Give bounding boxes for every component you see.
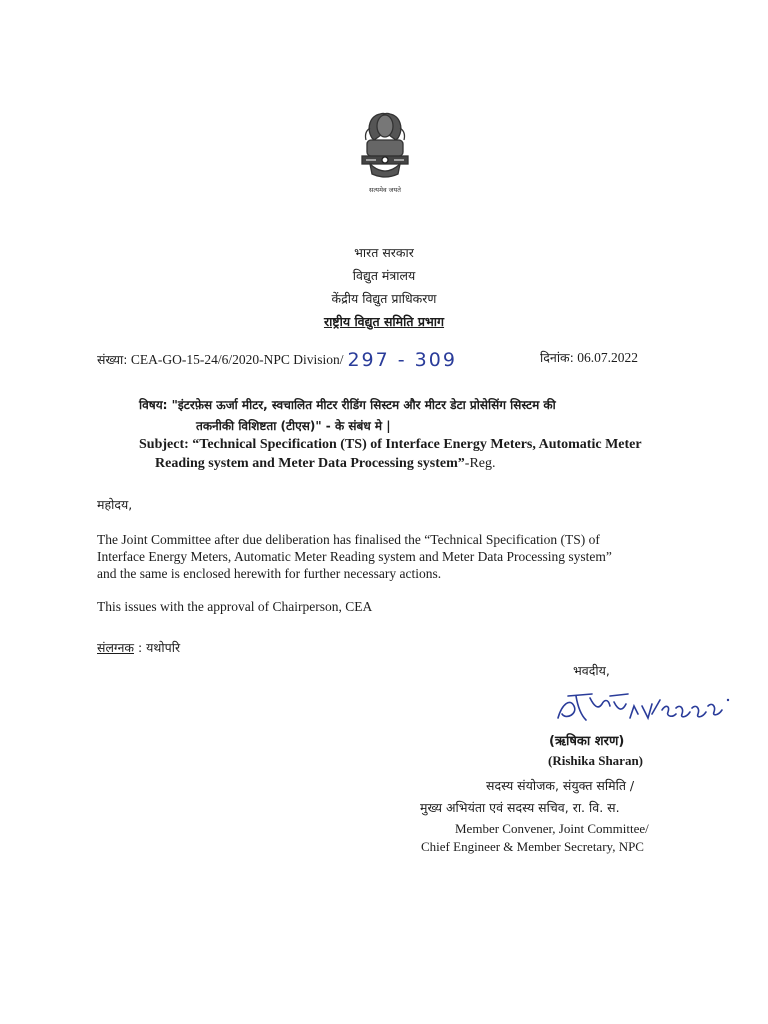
handwritten-signature-text: ऋषिका 6/7/2022. xyxy=(552,684,559,685)
subject-hindi-line2: तकनीकी विशिष्टता (टीएस)" - के संबंध मे | xyxy=(196,419,391,433)
reference-number-value: CEA-GO-15-24/6/2020-NPC Division/ xyxy=(130,352,344,367)
enclosure xyxy=(97,639,180,656)
reference-number xyxy=(97,347,457,369)
body-para1-line3: and the same is enclosed herewith for further necessary actions. xyxy=(97,566,442,581)
designation-hindi-1: सदस्य संयोजक, संयुक्त समिति / xyxy=(486,778,635,793)
date-value: 06.07.2022 xyxy=(577,350,638,365)
designation-english-1: Member Convener, Joint Committee/ xyxy=(455,821,649,836)
body-para1-line2: Interface Energy Meters, Automatic Meter Reading system and Meter Data Processing system” xyxy=(97,549,612,564)
designation-hindi-2: मुख्य अभियंता एवं सदस्य सचिव, रा. वि. स. xyxy=(420,800,620,815)
reference-date xyxy=(540,349,638,366)
header-authority: केंद्रीय विद्युत प्राधिकरण xyxy=(331,291,437,306)
body-para2: This issues with the approval of Chairperson, CEA xyxy=(97,599,373,614)
national-emblem-icon xyxy=(352,108,418,198)
handwritten-signature xyxy=(552,684,732,734)
signatory-name-hindi: (ऋषिका शरण) xyxy=(549,734,625,749)
subject-english-line1: Subject: “Technical Specification (TS) of Interface Energy Meters, Automatic Meter xyxy=(139,437,642,452)
salutation: महोदय, xyxy=(97,497,133,512)
emblem-motto: सत्यमेव जयते xyxy=(369,186,401,194)
signatory-name-english: (Rishika Sharan) xyxy=(548,753,643,768)
subject-english-line2 xyxy=(155,456,496,472)
reference-number-label: संख्या: xyxy=(97,352,128,367)
designation-english-2: Chief Engineer & Member Secretary, NPC xyxy=(421,839,644,854)
date-label: दिनांक: xyxy=(540,350,574,365)
header-division: राष्ट्रीय विद्युत समिति प्रभाग xyxy=(323,314,445,329)
enclosure-value: : यथोपरि xyxy=(133,640,181,655)
handwritten-dispatch-number: 297 - 309 xyxy=(347,349,457,371)
subject-english-line2-text: Reading system and Meter Data Processing system” xyxy=(155,456,465,471)
subject-hindi-line1: विषय: "इंटरफ़ेस ऊर्जा मीटर, स्वचालित मीटर रीडिंग सिस्टम और मीटर डेटा प्रोसेसिंग सिस्टम की xyxy=(139,398,556,412)
subject-reg: -Reg. xyxy=(464,456,496,471)
header-govt: भारत सरकार xyxy=(354,245,414,260)
body-para1-line1: The Joint Committee after due deliberation has finalised the “Technical Specification (TS) of xyxy=(97,532,600,547)
header-ministry: विद्युत मंत्रालय xyxy=(352,268,416,283)
closing: भवदीय, xyxy=(573,663,610,678)
enclosure-label: संलग्नक xyxy=(97,640,134,655)
